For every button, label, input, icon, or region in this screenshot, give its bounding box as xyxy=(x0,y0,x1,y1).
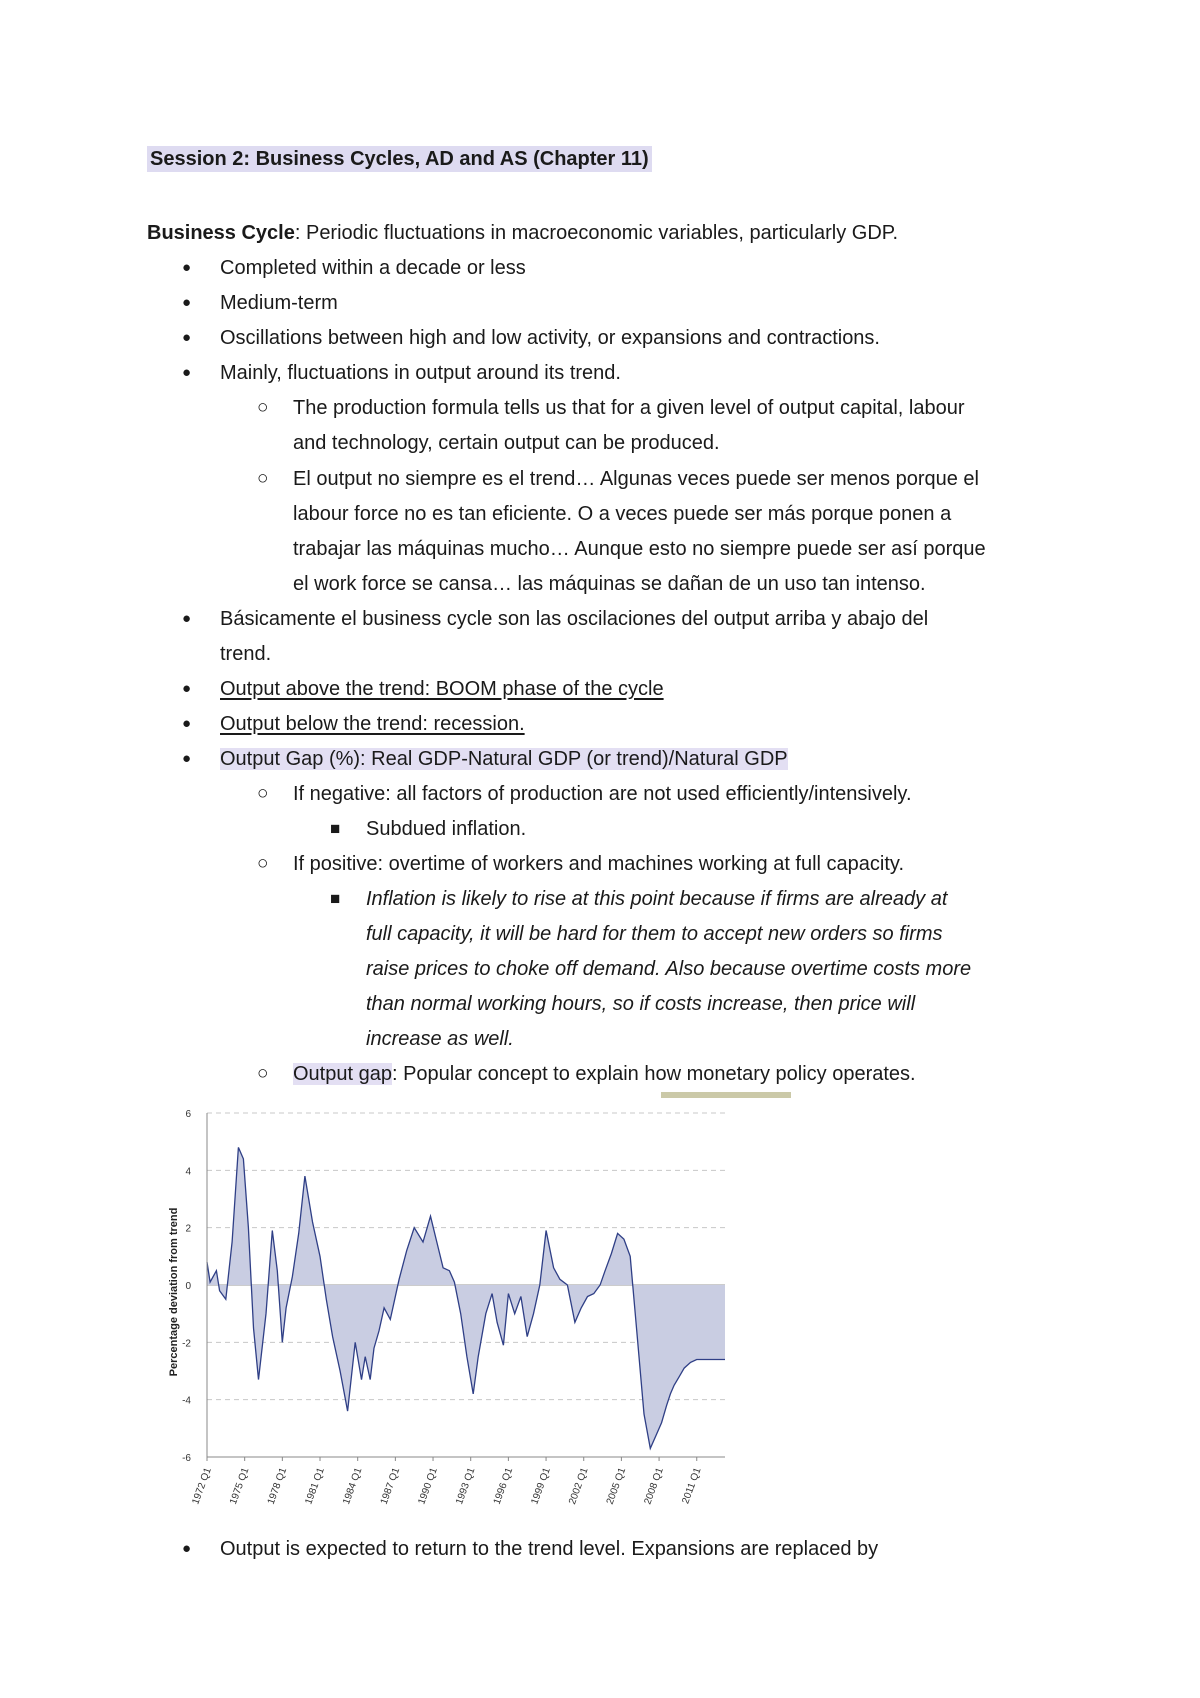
y-tick-label: -4 xyxy=(182,1395,191,1407)
definition-line xyxy=(147,220,898,246)
sub-list-item-cont: labour force no es tan eficiente. O a veces puede ser más porque ponen a xyxy=(293,503,952,525)
bullet-disc-icon: ● xyxy=(182,329,192,346)
definition-term: Business Cycle xyxy=(147,222,295,244)
output-gap-chart xyxy=(160,1105,740,1525)
bullet-circle-icon: ○ xyxy=(257,853,269,874)
bullet-square-icon: ■ xyxy=(330,889,341,908)
sub-list-item: ○ If negative: all factors of production are not used efficiently/intensively. xyxy=(257,783,912,805)
x-tick-label: 1993 Q1 xyxy=(454,1466,478,1507)
y-tick-label: 2 xyxy=(185,1223,191,1235)
y-tick-label: -6 xyxy=(182,1453,191,1464)
x-tick-labels xyxy=(190,1457,703,1506)
bullet-disc-icon: ● xyxy=(182,715,192,732)
x-tick-label: 1972 Q1 xyxy=(190,1466,214,1507)
list-item-cont: trend. xyxy=(220,643,272,665)
bullet-circle-icon: ○ xyxy=(257,783,269,804)
y-tick-label: -2 xyxy=(182,1338,191,1350)
x-tick-label: 1984 Q1 xyxy=(341,1466,365,1507)
sub-sub-list-item-cont: than normal working hours, so if costs increase, then price will xyxy=(366,993,916,1015)
page-title: Session 2: Business Cycles, AD and AS (Chapter 11) xyxy=(147,146,652,172)
sub-list-item: ○ The production formula tells us that for a given level of output capital, labour xyxy=(257,397,965,419)
highlight-mark xyxy=(661,1092,791,1098)
sub-list-item-cont: trabajar las máquinas mucho… Aunque esto no siempre puede ser así porque xyxy=(293,538,986,560)
list-item xyxy=(182,746,788,772)
bullet-disc-icon: ● xyxy=(182,750,192,767)
bullet-circle-icon: ○ xyxy=(257,1063,269,1084)
list-item: ● Medium-term xyxy=(182,292,338,314)
bullet-disc-icon: ● xyxy=(182,680,192,697)
sub-sub-list-item-cont: increase as well. xyxy=(366,1028,514,1050)
list-item: ● Oscillations between high and low activity, or expansions and contractions. xyxy=(182,327,880,349)
bullet-disc-icon: ● xyxy=(182,364,192,381)
x-tick-label: 1990 Q1 xyxy=(416,1466,440,1507)
bullet-disc-icon: ● xyxy=(182,610,192,627)
highlighted-term: Output gap xyxy=(293,1063,392,1085)
output-gap-area xyxy=(207,1147,725,1448)
list-item: ● Output below the trend: recession. xyxy=(182,713,525,735)
sub-sub-list-item: ■ Inflation is likely to rise at this point because if firms are already at xyxy=(330,888,948,910)
x-tick-label: 1987 Q1 xyxy=(378,1466,403,1507)
x-tick-label: 1978 Q1 xyxy=(265,1466,290,1507)
list-item: ● Output is expected to return to the trend level. Expansions are replaced by xyxy=(182,1538,879,1560)
sub-list-item: ○ El output no siempre es el trend… Algunas veces puede ser menos porque el xyxy=(257,468,979,490)
highlighted-text: Output Gap (%): Real GDP-Natural GDP (or trend)/Natural GDP xyxy=(220,748,788,770)
list-item: ● Completed within a decade or less xyxy=(182,257,526,279)
x-tick-label: 1999 Q1 xyxy=(529,1466,553,1507)
y-tick-labels xyxy=(182,1109,191,1464)
sub-list-item: ○ Output gap: Popular concept to explain how monetary policy operates. xyxy=(257,1063,916,1085)
sub-sub-list-item-cont: full capacity, it will be hard for them to accept new orders so firms xyxy=(366,923,943,945)
definition-text: : Periodic fluctuations in macroeconomic variables, particularly GDP. xyxy=(294,222,899,244)
bullet-circle-icon: ○ xyxy=(257,468,269,489)
list-item: ● Output above the trend: BOOM phase of the cycle xyxy=(182,678,664,700)
bullet-disc-icon: ● xyxy=(182,259,192,276)
y-tick-label: 0 xyxy=(185,1281,191,1292)
sub-list-item-cont: and technology, certain output can be produced. xyxy=(293,432,720,454)
bullet-disc-icon: ● xyxy=(182,294,192,311)
y-axis-label: Percentage deviation from trend xyxy=(168,1207,180,1377)
bullet-circle-icon: ○ xyxy=(257,397,269,418)
sub-sub-list-item: ■ Subdued inflation. xyxy=(330,818,527,840)
y-tick-label: 6 xyxy=(185,1109,191,1120)
bullet-square-icon: ■ xyxy=(330,819,341,838)
x-tick-label: 2008 Q1 xyxy=(642,1466,666,1507)
x-tick-label: 1975 Q1 xyxy=(228,1466,252,1507)
x-tick-label: 1981 Q1 xyxy=(303,1466,327,1507)
list-item: ● Básicamente el business cycle son las oscilaciones del output arriba y abajo del xyxy=(182,608,929,630)
x-tick-label: 2002 Q1 xyxy=(567,1466,591,1507)
x-tick-label: 2005 Q1 xyxy=(604,1466,629,1507)
x-tick-label: 2011 Q1 xyxy=(680,1466,704,1506)
sub-list-item-cont: el work force se cansa… las máquinas se dañan de un uso tan intenso. xyxy=(293,573,926,595)
sub-list-item: ○ If positive: overtime of workers and machines working at full capacity. xyxy=(257,853,904,875)
sub-sub-list-item-cont: raise prices to choke off demand. Also because overtime costs more xyxy=(366,958,972,980)
y-tick-label: 4 xyxy=(185,1166,191,1178)
list-item: ● Mainly, fluctuations in output around its trend. xyxy=(182,362,621,384)
x-tick-label: 1996 Q1 xyxy=(491,1466,516,1507)
bullet-disc-icon: ● xyxy=(182,1540,192,1557)
